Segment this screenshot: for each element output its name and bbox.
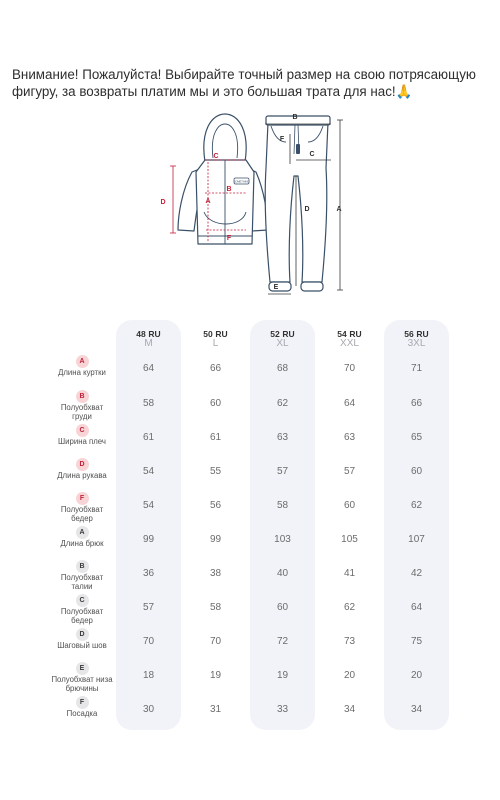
measurement-label: [50, 458, 114, 481]
measurement-name: Полуобхват талии: [60, 573, 104, 591]
size-ru-label: 54 RU: [337, 329, 362, 339]
table-cell: 58: [142, 398, 155, 409]
measurement-letter-badge: F: [76, 492, 89, 505]
table-cell: 34: [343, 704, 356, 715]
measurement-label: [50, 628, 114, 651]
table-cell: 65: [410, 432, 423, 443]
pants-drawstring-tip: [296, 144, 300, 154]
measurement-name: Посадка: [66, 709, 98, 718]
table-cell: 55: [209, 466, 222, 477]
table-cell: 72: [276, 636, 289, 647]
table-cell: 19: [276, 670, 289, 681]
measurement-letter-badge: D: [76, 458, 89, 471]
table-cell: 57: [276, 466, 289, 477]
size-ru-label: 56 RU: [404, 329, 429, 339]
table-cell: 70: [142, 636, 155, 647]
measurement-name: Шаговый шов: [57, 641, 107, 650]
table-cell: 99: [142, 534, 155, 545]
measurement-letter-badge: E: [76, 662, 89, 675]
table-cell: 57: [343, 466, 356, 477]
measurement-label: [50, 492, 114, 524]
measurement-letter-badge: B: [76, 560, 89, 573]
table-cell: 60: [276, 602, 289, 613]
table-cell: 71: [410, 363, 423, 374]
jacket-label-c: C: [213, 153, 219, 160]
jacket-label-a: A: [205, 198, 211, 205]
pants-label-c: C: [309, 151, 315, 158]
measurement-label: [50, 390, 114, 422]
measurement-label: [50, 560, 114, 592]
pants-label-a: A: [336, 206, 342, 213]
table-cell: 60: [410, 466, 423, 477]
measurement-label: [50, 355, 114, 378]
size-intl-label: XXL: [340, 338, 359, 349]
measurement-letter-badge: C: [76, 424, 89, 437]
table-cell: 103: [274, 534, 291, 545]
size-intl-label: 3XL: [407, 338, 426, 349]
measurement-label: [50, 594, 114, 626]
measurement-name: Длина брюк: [60, 539, 104, 548]
measurement-letter-badge: C: [76, 594, 89, 607]
jacket-label-b: B: [226, 186, 232, 193]
table-row: [0, 424, 500, 457]
jacket-hood: [204, 114, 246, 162]
table-cell: 62: [410, 500, 423, 511]
measurement-letter-badge: B: [76, 390, 89, 403]
pants-label-e: E: [273, 284, 279, 291]
table-row: [0, 492, 500, 525]
table-cell: 66: [410, 398, 423, 409]
measurement-label: [50, 526, 114, 549]
table-row: [0, 662, 500, 695]
pants-label-d: D: [304, 206, 310, 213]
table-cell: 68: [276, 363, 289, 374]
measurement-name: Длина рукава: [57, 471, 107, 480]
pants-left-cuff: [269, 282, 291, 291]
table-cell: 70: [209, 636, 222, 647]
measurement-name: Полуобхват бедер: [60, 607, 104, 625]
size-intl-label: XL: [276, 338, 289, 349]
table-cell: 33: [276, 704, 289, 715]
table-row: [0, 458, 500, 491]
size-ru-label: 52 RU: [270, 329, 295, 339]
table-cell: 18: [142, 670, 155, 681]
table-cell: 99: [209, 534, 222, 545]
table-cell: 61: [142, 432, 155, 443]
table-row: [0, 696, 500, 729]
jacket-label-d: D: [160, 199, 166, 206]
measurement-name: Полуобхват бедер: [60, 505, 104, 523]
table-cell: 64: [142, 363, 155, 374]
jacket-logo-text: SOMETHING: [233, 180, 250, 184]
table-cell: 54: [142, 466, 155, 477]
table-row: [0, 390, 500, 423]
table-cell: 56: [209, 500, 222, 511]
table-cell: 105: [341, 534, 358, 545]
table-cell: 60: [343, 500, 356, 511]
size-notice: [12, 66, 490, 100]
measurement-letter-badge: D: [76, 628, 89, 641]
size-column-header: [250, 329, 315, 349]
table-row: [0, 628, 500, 661]
table-cell: 38: [209, 568, 222, 579]
table-cell: 20: [410, 670, 423, 681]
table-cell: 54: [142, 500, 155, 511]
table-cell: 58: [209, 602, 222, 613]
pants-label-b: B: [292, 114, 298, 121]
measurement-diagram: [150, 100, 370, 310]
pants-right-cuff: [301, 282, 323, 291]
measurement-letter-badge: A: [76, 526, 89, 539]
table-cell: 19: [209, 670, 222, 681]
size-column-header: [183, 329, 248, 349]
table-cell: 42: [410, 568, 423, 579]
table-row: [0, 526, 500, 559]
table-cell: 70: [343, 363, 356, 374]
table-cell: 63: [343, 432, 356, 443]
table-cell: 64: [410, 602, 423, 613]
notice-text: Внимание! Пожалуйста! Выбирайте точный размер на свою потрясающую фигуру, за возвраты платим мы и это большая трата для нас!: [12, 67, 476, 99]
table-cell: 34: [410, 704, 423, 715]
table-cell: 73: [343, 636, 356, 647]
measurement-name: Ширина плеч: [58, 437, 106, 446]
table-cell: 66: [209, 363, 222, 374]
measurement-label: [50, 662, 114, 694]
table-cell: 20: [343, 670, 356, 681]
size-column-header: [317, 329, 382, 349]
measurement-label: [50, 424, 114, 447]
measurement-name: Длина куртки: [58, 368, 106, 377]
jacket-label-f: F: [226, 235, 232, 242]
measurement-name: Полуобхват груди: [60, 403, 104, 421]
praying-hands-icon: 🙏: [395, 84, 413, 99]
table-cell: 40: [276, 568, 289, 579]
table-cell: 58: [276, 500, 289, 511]
jacket-illustration: [178, 114, 268, 244]
measurement-letter-badge: F: [76, 696, 89, 709]
table-cell: 36: [142, 568, 155, 579]
size-column-header: [384, 329, 449, 349]
pants-label-f: F: [279, 136, 285, 143]
measurement-name: Полуобхват низа брючины: [51, 675, 113, 693]
pants-illustration: [265, 116, 330, 291]
table-cell: 57: [142, 602, 155, 613]
table-cell: 41: [343, 568, 356, 579]
size-ru-label: 48 RU: [136, 329, 161, 339]
table-cell: 63: [276, 432, 289, 443]
table-cell: 64: [343, 398, 356, 409]
table-cell: 60: [209, 398, 222, 409]
table-cell: 75: [410, 636, 423, 647]
table-row: [0, 355, 500, 388]
table-cell: 62: [276, 398, 289, 409]
size-column-header: [116, 329, 181, 349]
size-ru-label: 50 RU: [203, 329, 228, 339]
table-cell: 30: [142, 704, 155, 715]
table-cell: 62: [343, 602, 356, 613]
table-row: [0, 560, 500, 593]
table-cell: 107: [408, 534, 425, 545]
measurement-label: [50, 696, 114, 719]
size-intl-label: L: [212, 338, 219, 349]
table-cell: 61: [209, 432, 222, 443]
table-row: [0, 594, 500, 627]
size-intl-label: M: [144, 338, 153, 349]
measurement-letter-badge: A: [76, 355, 89, 368]
table-cell: 31: [209, 704, 222, 715]
